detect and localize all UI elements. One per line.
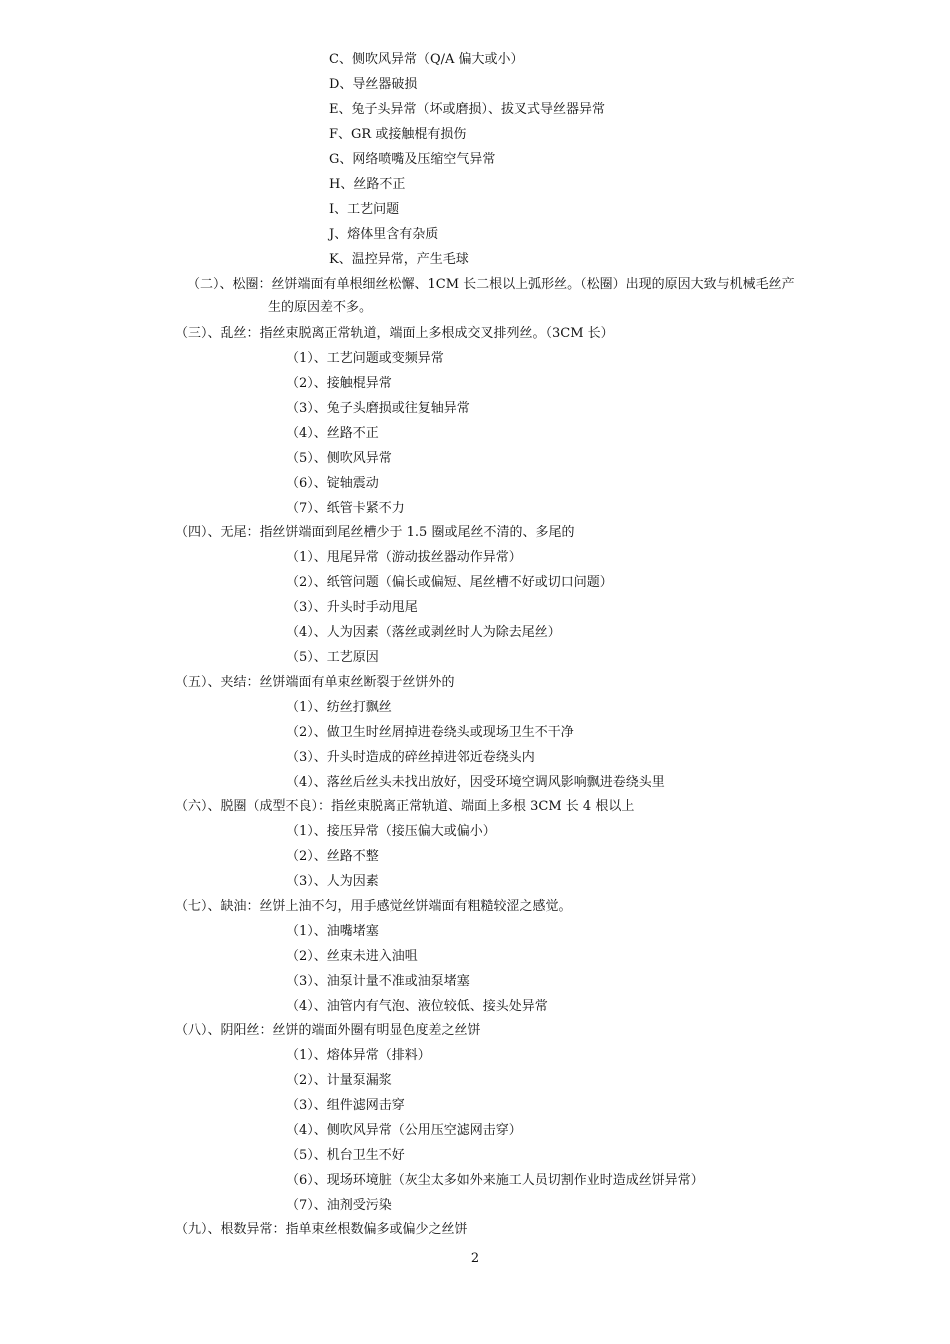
list-item: （2）、做卫生时丝屑掉进卷绕头或现场卫生不干净 bbox=[286, 725, 574, 740]
list-item: D、导丝器破损 bbox=[329, 77, 418, 92]
list-item: （1）、熔体异常（排料） bbox=[286, 1048, 431, 1063]
list-item: （4）、落丝后丝头未找出放好，因受环境空调风影响飘进卷绕头里 bbox=[286, 775, 665, 790]
list-item: （3）、升头时手动甩尾 bbox=[286, 600, 418, 615]
section-heading: （四）、无尾：指丝饼端面到尾丝槽少于 1.5 圈或尾丝不清的、多尾的 bbox=[175, 525, 575, 540]
list-item: （5）、工艺原因 bbox=[286, 650, 379, 665]
list-item: （2）、接触棍异常 bbox=[286, 376, 392, 391]
page-number: 2 bbox=[470, 1251, 480, 1266]
list-item: H、丝路不正 bbox=[329, 177, 406, 192]
section-heading: （二）、松圈：丝饼端面有单根细丝松懈、1CM 长二根以上弧形丝。（松圈）出现的原因大致与机械毛丝产 bbox=[187, 277, 795, 292]
list-item: K、温控异常，产生毛球 bbox=[329, 252, 469, 267]
list-item: （6）、锭轴震动 bbox=[286, 476, 379, 491]
list-item: I、工艺问题 bbox=[329, 202, 400, 217]
list-item: （3）、组件滤网击穿 bbox=[286, 1098, 405, 1113]
list-item: （4）、丝路不正 bbox=[286, 426, 379, 441]
section-heading: （七）、缺油：丝饼上油不匀，用手感觉丝饼端面有粗糙较涩之感觉。 bbox=[175, 899, 572, 914]
list-item: （2）、丝束未进入油咀 bbox=[286, 949, 418, 964]
list-item: （4）、油管内有气泡、液位较低、接头处异常 bbox=[286, 999, 548, 1014]
list-item: （6）、现场环境脏（灰尘太多如外来施工人员切割作业时造成丝饼异常） bbox=[286, 1173, 704, 1188]
list-item: （1）、油嘴堵塞 bbox=[286, 924, 379, 939]
list-item: J、熔体里含有杂质 bbox=[329, 227, 439, 242]
section-heading-continued: 生的原因差不多。 bbox=[268, 300, 373, 315]
list-item: （1）、工艺问题或变频异常 bbox=[286, 351, 444, 366]
list-item: （1）、甩尾异常（游动拔丝器动作异常） bbox=[286, 550, 522, 565]
list-item: （4）、侧吹风异常（公用压空滤网击穿） bbox=[286, 1123, 522, 1138]
list-item: （1）、接压异常（接压偏大或偏小） bbox=[286, 824, 496, 839]
list-item: （3）、升头时造成的碎丝掉进邻近卷绕头内 bbox=[286, 750, 535, 765]
list-item: （3）、兔子头磨损或往复轴异常 bbox=[286, 401, 470, 416]
section-heading: （三）、乱丝：指丝束脱离正常轨道，端面上多根成交叉排列丝。（3CM 长） bbox=[175, 326, 614, 341]
section-heading: （五）、夹结：丝饼端面有单束丝断裂于丝饼外的 bbox=[175, 675, 455, 690]
section-heading: （六）、脱圈（成型不良）：指丝束脱离正常轨道、端面上多根 3CM 长 4 根以上 bbox=[175, 799, 635, 814]
list-item: F、GR 或接触棍有损伤 bbox=[329, 127, 467, 142]
list-item: C、侧吹风异常（Q/A 偏大或小） bbox=[329, 52, 524, 67]
section-heading: （八）、阴阳丝：丝饼的端面外圈有明显色度差之丝饼 bbox=[175, 1023, 481, 1038]
list-item: （5）、机台卫生不好 bbox=[286, 1148, 405, 1163]
list-item: （2）、纸管问题（偏长或偏短、尾丝槽不好或切口问题） bbox=[286, 575, 613, 590]
list-item: E、兔子头异常（坏或磨损）、拔叉式导丝器异常 bbox=[329, 102, 605, 117]
list-item: （5）、侧吹风异常 bbox=[286, 451, 392, 466]
list-item: （3）、油泵计量不准或油泵堵塞 bbox=[286, 974, 470, 989]
list-item: （3）、人为因素 bbox=[286, 874, 379, 889]
list-item: （2）、计量泵漏浆 bbox=[286, 1073, 392, 1088]
list-item: （7）、油剂受污染 bbox=[286, 1198, 392, 1213]
list-item: （2）、丝路不整 bbox=[286, 849, 379, 864]
list-item: G、网络喷嘴及压缩空气异常 bbox=[329, 152, 496, 167]
list-item: （1）、纺丝打飘丝 bbox=[286, 700, 392, 715]
list-item: （4）、人为因素（落丝或剥丝时人为除去尾丝） bbox=[286, 625, 561, 640]
section-heading: （九）、根数异常：指单束丝根数偏多或偏少之丝饼 bbox=[175, 1222, 468, 1237]
list-item: （7）、纸管卡紧不力 bbox=[286, 501, 405, 516]
